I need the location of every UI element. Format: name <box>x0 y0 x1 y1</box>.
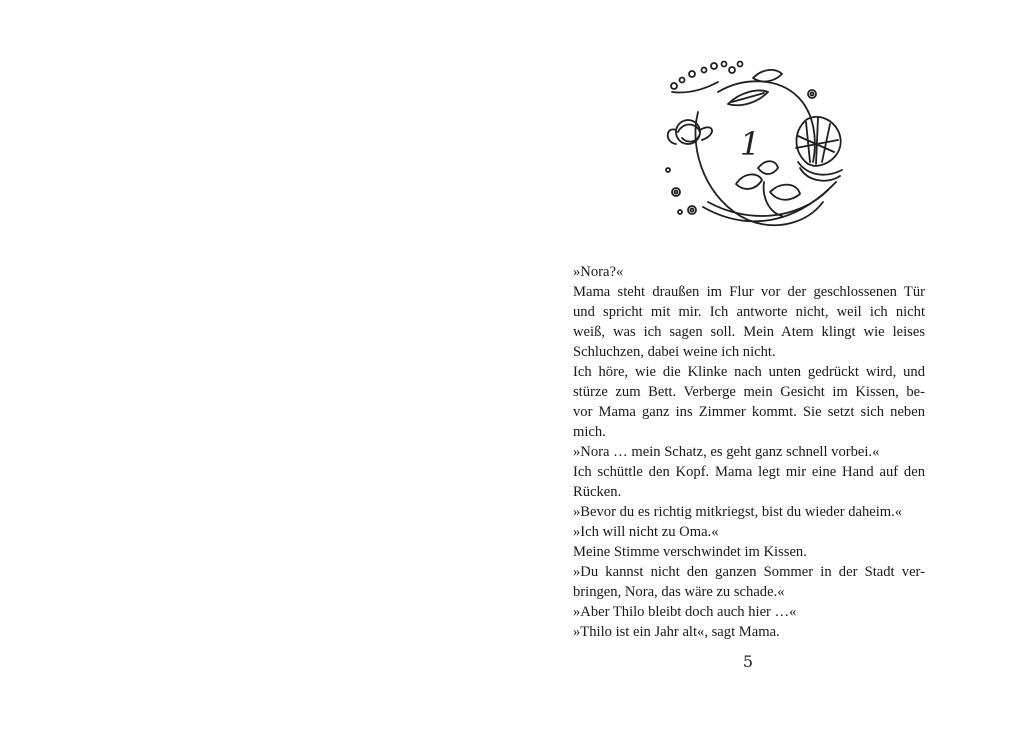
chapter-number: 1 <box>739 125 761 163</box>
text-line: »Nora?« <box>573 264 624 280</box>
text-line: Mama steht draußen im Flur vor der geschlossenen Tür <box>573 284 925 300</box>
body-text <box>573 262 925 642</box>
text-line: vor Mama ganz ins Zimmer kommt. Sie setzt sich neben <box>573 404 925 420</box>
text-line: Ich schüttle den Kopf. Mama legt mir eine Hand auf den <box>573 464 925 480</box>
text-line: stürze zum Bett. Verberge mein Gesicht im Kissen, be- <box>573 384 925 400</box>
text-line: Meine Stimme verschwindet im Kissen. <box>573 544 807 560</box>
page-number: 5 <box>742 652 754 671</box>
text-line: weiß, was ich sagen soll. Mein Atem klingt wie leises <box>573 324 925 340</box>
text-line: Rücken. <box>573 484 622 500</box>
text-line: »Du kannst nicht den ganzen Sommer in der Stadt ver- <box>573 564 925 580</box>
text-line: bringen, Nora, das wäre zu schade.« <box>573 584 785 600</box>
text-line: »Thilo ist ein Jahr alt«, sagt Mama. <box>573 624 780 640</box>
text-line: und spricht mit mir. Ich antworte nicht, weil ich nicht <box>573 304 925 320</box>
text-line: »Aber Thilo bleibt doch auch hier …« <box>573 604 797 620</box>
text-line: Schluchzen, dabei weine ich nicht. <box>573 344 776 360</box>
text-line: mich. <box>573 424 606 440</box>
text-line: »Bevor du es richtig mitkriegst, bist du wieder daheim.« <box>573 504 903 520</box>
text-line: Ich höre, wie die Klinke nach unten gedrückt wird, und <box>573 364 925 380</box>
text-line: »Nora … mein Schatz, es geht ganz schnell vorbei.« <box>573 444 880 460</box>
text-line: »Ich will nicht zu Oma.« <box>573 524 719 540</box>
